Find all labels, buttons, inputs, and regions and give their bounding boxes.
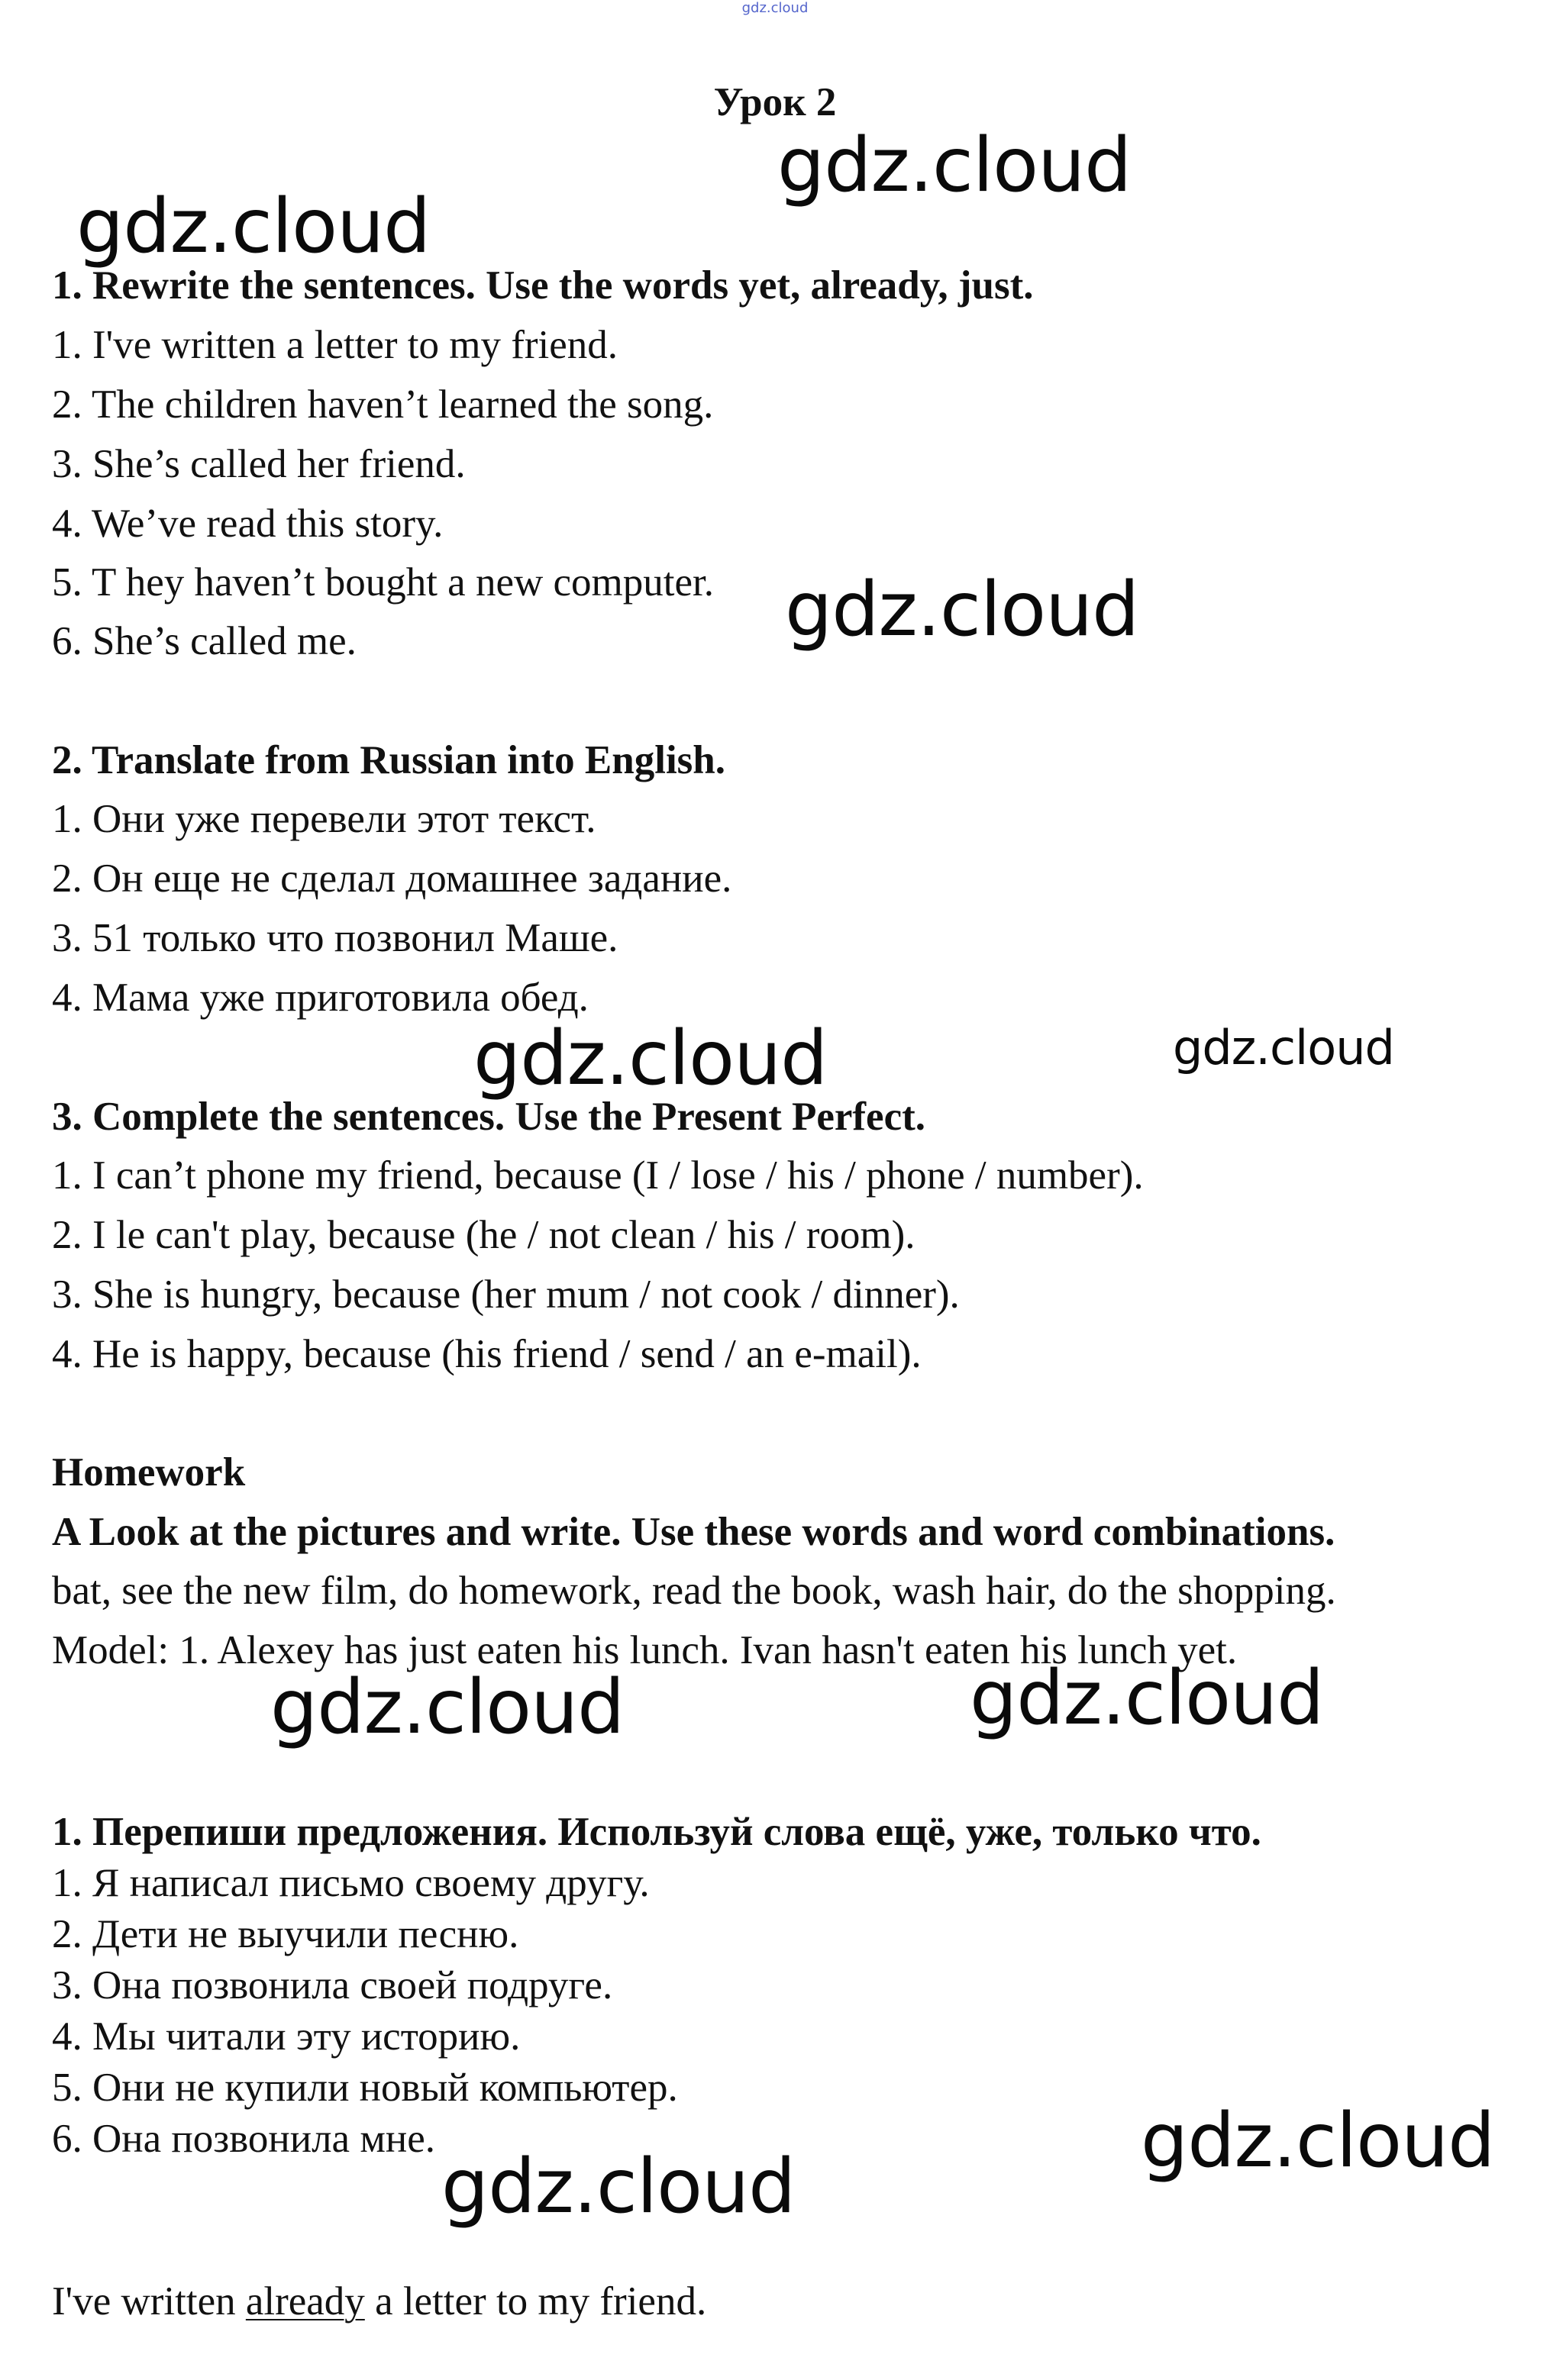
task1-item: 5. T hey haven’t bought a new computer. (52, 560, 714, 605)
translation-item: 1. Я написал письмо своему другу. (52, 1861, 650, 1905)
answer-after: a letter to my friend. (364, 2279, 707, 2324)
task3-item: 2. I le can't play, because (he / not clean / his / room). (52, 1213, 915, 1257)
answer-before: I've written (52, 2279, 246, 2324)
translation-item: 2. Дети не выучили песню. (52, 1912, 519, 1956)
answer-underlined-word: already (245, 2279, 365, 2324)
watermark: gdz.cloud (1141, 2098, 1495, 2185)
task1-item: 1. I've written a letter to my friend. (52, 323, 618, 367)
task2-heading: 2. Translate from Russian into English. (52, 738, 726, 782)
translation-item: 5. Они не купили новый компьютер. (52, 2066, 678, 2110)
task3-heading: 3. Complete the sentences. Use the Present Perfect. (52, 1095, 926, 1139)
task2-item: 1. Они уже перевели этот текст. (52, 797, 596, 841)
task3-item: 3. She is hungry, because (her mum / not cook / dinner). (52, 1272, 960, 1317)
watermark: gdz.cloud (785, 566, 1139, 653)
answer-sentence (52, 2278, 706, 2324)
task3-item: 4. He is happy, because (his friend / send / an e-mail). (52, 1332, 922, 1376)
translation-item: 4. Мы читали эту историю. (52, 2014, 521, 2059)
translation-heading: 1. Перепиши предложения. Используй слова ещё, уже, только что. (52, 1810, 1261, 1854)
task1-item: 4. We’ve read this story. (52, 501, 444, 546)
watermark: gdz.cloud (76, 183, 431, 270)
task2-item: 4. Мама уже приготовила обед. (52, 976, 589, 1020)
page-title: Урок 2 (713, 80, 837, 124)
watermark: gdz.cloud (1173, 1020, 1394, 1076)
watermark: gdz.cloud (777, 122, 1132, 209)
homework-model: Model: 1. Alexey has just eaten his lunch. Ivan hasn't eaten his lunch yet. (52, 1628, 1238, 1672)
translation-item: 3. Она позвонила своей подруге. (52, 1963, 613, 2008)
homework-task-heading: A Look at the pictures and write. Use these words and word combinations. (52, 1510, 1335, 1554)
task1-item: 6. She’s called me. (52, 619, 357, 663)
task1-heading: 1. Rewrite the sentences. Use the words yet, already, just. (52, 263, 1034, 308)
homework-heading: Homework (52, 1450, 246, 1495)
task1-item: 2. The children haven’t learned the song. (52, 382, 714, 427)
task3-item: 1. I can’t phone my friend, because (I / lose / his / phone / number). (52, 1153, 1144, 1198)
watermark: gdz.cloud (970, 1655, 1324, 1742)
task2-item: 3. 51 только что позвонил Маше. (52, 916, 618, 960)
watermark: gdz.cloud (270, 1664, 625, 1751)
homework-words: bat, see the new film, do homework, read the book, wash hair, do the shopping. (52, 1569, 1336, 1613)
header-watermark: gdz.cloud (741, 0, 809, 16)
watermark: gdz.cloud (441, 2143, 796, 2230)
translation-item: 6. Она позвонила мне. (52, 2117, 435, 2161)
watermark: gdz.cloud (473, 1015, 828, 1102)
task2-item: 2. Он еще не сделал домашнее задание. (52, 856, 732, 901)
task1-item: 3. She’s called her friend. (52, 442, 466, 486)
